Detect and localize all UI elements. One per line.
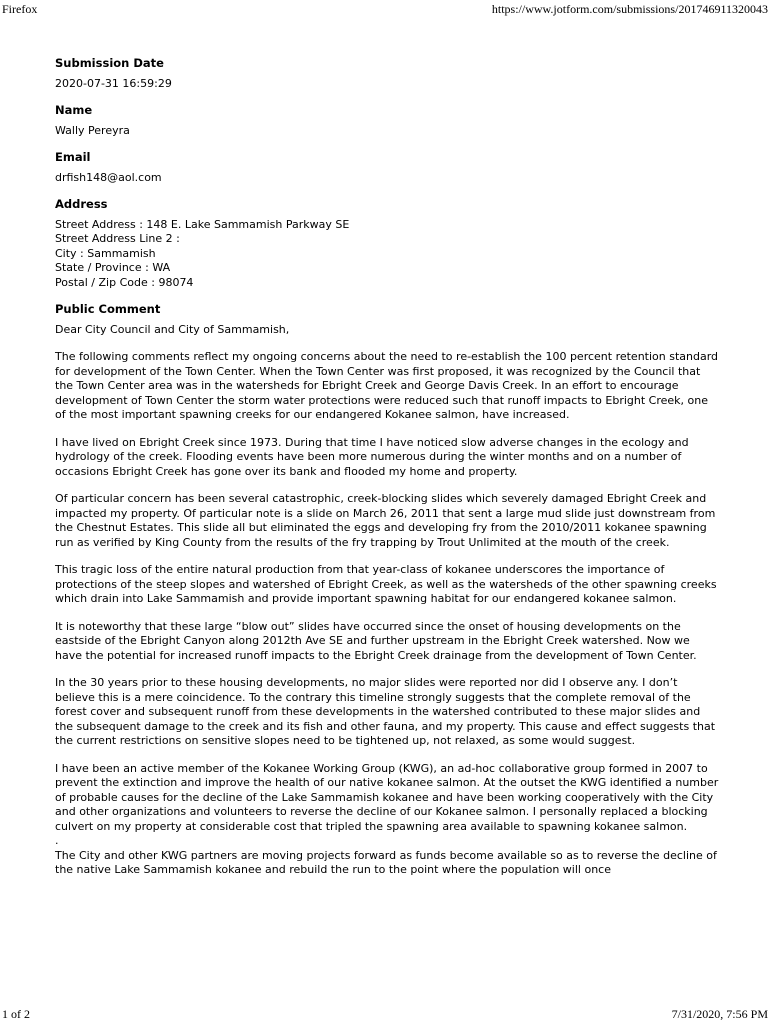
public-comment-label: Public Comment <box>55 302 161 316</box>
print-footer-datetime: 7/31/2020, 7:56 PM <box>671 1007 768 1021</box>
name-field <box>55 103 720 138</box>
print-footer-page: 1 of 2 <box>2 1007 30 1021</box>
comment-paragraph: Of particular concern has been several catastrophic, creek-blocking slides which severely damaged Ebright Creek and impacted my property. Of particular note is a slide on March 26, 2011 that sent a large mud slide just downstream from the Chestnut Estates. This slide all but eliminated the eggs and developing fry from the 2010/2011 kokanee spawning run as verified by King County from the results of the fry trapping by Trout Unlimited at the mouth of the creek. <box>55 492 716 549</box>
address-value <box>55 218 720 291</box>
submission-date-field <box>55 56 720 91</box>
address-field <box>55 197 720 290</box>
comment-paragraph: The City and other KWG partners are moving projects forward as funds become available so as to reverse the decline of the native Lake Sammamish kokanee and rebuild the run to the point where the population will once <box>55 848 717 876</box>
address-city-line: City : Sammamish <box>55 246 156 260</box>
comment-paragraph: In the 30 years prior to these housing developments, no major slides were reported nor did I observe any. I don’t believe this is a mere coincidence. To the contrary this timeline strongly suggests that the complete removal of the forest cover and subsequent runoff from these developments in the watershed contributed to these major slides and the subsequent damage to the creek and its fish and other fauna, and my property. This cause and effect suggests that the current restrictions on sensitive slopes need to be tightened up, not relaxed, as some would suggest. <box>55 676 716 747</box>
submission-date-label: Submission Date <box>55 56 164 70</box>
comment-paragraph: I have been an active member of the Kokanee Working Group (KWG), an ad-hoc collaborative group formed in 2007 to prevent the extinction and improve the health of our native kokanee salmon. At the outset the KWG identified a number of probable causes for the decline of the Lake Sammamish kokanee and have been working cooperatively with the City and other organizations and volunteers to reverse the decline of our Kokanee salmon. I personally replaced a blocking culvert on my property at considerable cost that tripled the spawning area available to spawning kokanee salmon. <box>55 761 719 833</box>
address-label: Address <box>55 197 108 211</box>
print-header-url: https://www.jotform.com/submissions/201746911320043 <box>491 2 768 16</box>
address-state-line: State / Province : WA <box>55 261 171 274</box>
email-label: Email <box>55 150 91 164</box>
submission-date-value: 2020-07-31 16:59:29 <box>55 76 172 90</box>
email-field <box>55 150 720 185</box>
name-label: Name <box>55 103 93 117</box>
address-street-line: Street Address : 148 E. Lake Sammamish Parkway SE <box>55 217 350 231</box>
comment-separator-dot: . <box>55 834 59 847</box>
comment-paragraph: This tragic loss of the entire natural production from that year-class of kokanee underscores the importance of protections of the steep slopes and watershed of Ebright Creek, as well as the watersheds of the other spawning creeks which drain into Lake Sammamish and provide important spawning habitat for our endangered kokanee salmon. <box>55 563 717 605</box>
comment-paragraph: I have lived on Ebright Creek since 1973. During that time I have noticed slow adverse changes in the ecology and hydrology of the creek. Flooding events have been more numerous during the winter months and on a number of occasions Ebright Creek has gone over its bank and flooded my home and property. <box>55 435 689 478</box>
comment-paragraph: The following comments reflect my ongoing concerns about the need to re-establish the 100 percent retention standard for development of the Town Center. When the Town Center was first proposed, it was recognized by the Council that the Town Center area was in the watersheds for Ebright Creek and George Davis Creek. In an effort to encourage development of Town Center the storm water protections were reduced such that runoff impacts to Ebright Creek, one of the most important spawning creeks for our endangered Kokanee salmon, have increased. <box>55 350 719 421</box>
comment-paragraph: Dear City Council and City of Sammamish, <box>55 322 290 336</box>
public-comment-field <box>55 302 720 878</box>
address-zip-line: Postal / Zip Code : 98074 <box>55 275 194 289</box>
public-comment-body <box>55 323 720 878</box>
submission-content <box>55 56 720 891</box>
print-header-browser: Firefox <box>2 2 38 16</box>
address-street-line-2: Street Address Line 2 : <box>55 232 180 245</box>
email-value: drfish148@aol.com <box>55 170 162 184</box>
comment-paragraph: It is noteworthy that these large “blow out” slides have occurred since the onset of housing developments on the eastside of the Ebright Canyon along 2012th Ave SE and further upstream in the Ebright Creek watershed. Now we have the potential for increased runoff impacts to the Ebright Creek drainage from the development of Town Center. <box>55 619 697 662</box>
name-value: Wally Pereyra <box>55 123 130 137</box>
